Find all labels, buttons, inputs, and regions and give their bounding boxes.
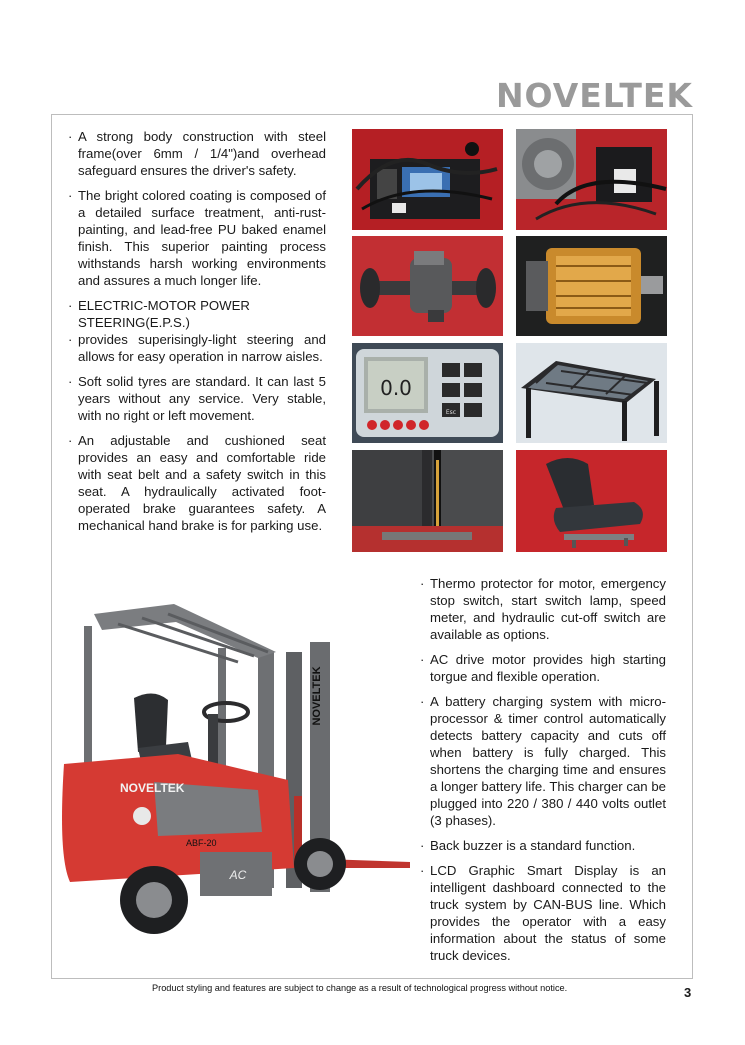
list-item: · Soft solid tyres are standard. It can last 5 years without any service. Very stable, with no right or left movement. xyxy=(68,374,326,423)
photo-seat xyxy=(516,450,667,552)
list-item: · ELECTRIC-MOTOR POWER STEERING(E.P.S.) xyxy=(68,298,250,330)
page-number: 3 xyxy=(684,985,692,1000)
list-item: · An adjustable and cushioned seat provides an easy and comfortable ride with seat belt and a safety switch in this seat. A hydraulically activated foot-operated brake guarantees safety. A mechanical hand brake is for parking use. xyxy=(68,433,326,533)
list-item: · AC drive motor provides high starting torgue and flexible operation. xyxy=(420,652,666,684)
list-item: · Thermo protector for motor, emergency stop switch, start switch lamp, speed meter, and hydraulic cut-off switch are available as options. xyxy=(420,576,666,642)
brand-logo: NOVELTEK xyxy=(495,76,693,115)
display-esc-label: Esc xyxy=(445,409,457,416)
mast-brand: NOVELTEK xyxy=(311,666,323,726)
list-item: · A battery charging system with micro-processor & timer control automatically detects battery capacity and cuts off when battery is fully charged. This shortens the charging time and ensures a longer battery life. This charger can be plugged into 220 / 380 / 440 volts outlet (3 phases). xyxy=(420,694,666,828)
photo-drive-axle xyxy=(352,236,503,336)
list-item: · The bright colored coating is composed of a detailed surface treatment, anti-rust-painting, and lead-free PU baked enamel finish. This superior painting process withstands harsh working environments and assures a much longer life. xyxy=(68,188,326,288)
photo-ac-motor xyxy=(516,236,667,336)
display-readout: 0.0 xyxy=(380,376,412,400)
side-brand: NOVELTEK xyxy=(120,781,185,795)
photo-motor-controller xyxy=(516,129,667,230)
footer-disclaimer: Product styling and features are subject to change as a result of technological progress without notice. xyxy=(152,983,568,993)
ac-label: AC xyxy=(229,868,247,882)
list-item: · provides superisingly-light steering and allows for easy operation in narrow aisles. xyxy=(68,332,326,364)
right-feature-list xyxy=(420,575,666,972)
list-item: · A strong body construction with steel frame(over 6mm / 1/4")and overhead safeguard ensures the driver's safety. xyxy=(68,129,326,178)
left-feature-list xyxy=(68,128,326,542)
list-item: · Back buzzer is a standard function. xyxy=(420,838,636,853)
list-item: · LCD Graphic Smart Display is an intelligent dashboard connected to the truck system by CAN-BUS line. Which provides the operator with a easy information about the status of some truck devices. xyxy=(420,863,666,963)
model-label: ABF-20 xyxy=(186,838,217,848)
photo-controller-wiring xyxy=(352,129,503,230)
photo-lcd-display xyxy=(352,343,503,443)
photo-overhead-guard xyxy=(516,343,667,443)
forklift-image xyxy=(58,596,418,948)
photo-mast-detail xyxy=(352,450,503,552)
